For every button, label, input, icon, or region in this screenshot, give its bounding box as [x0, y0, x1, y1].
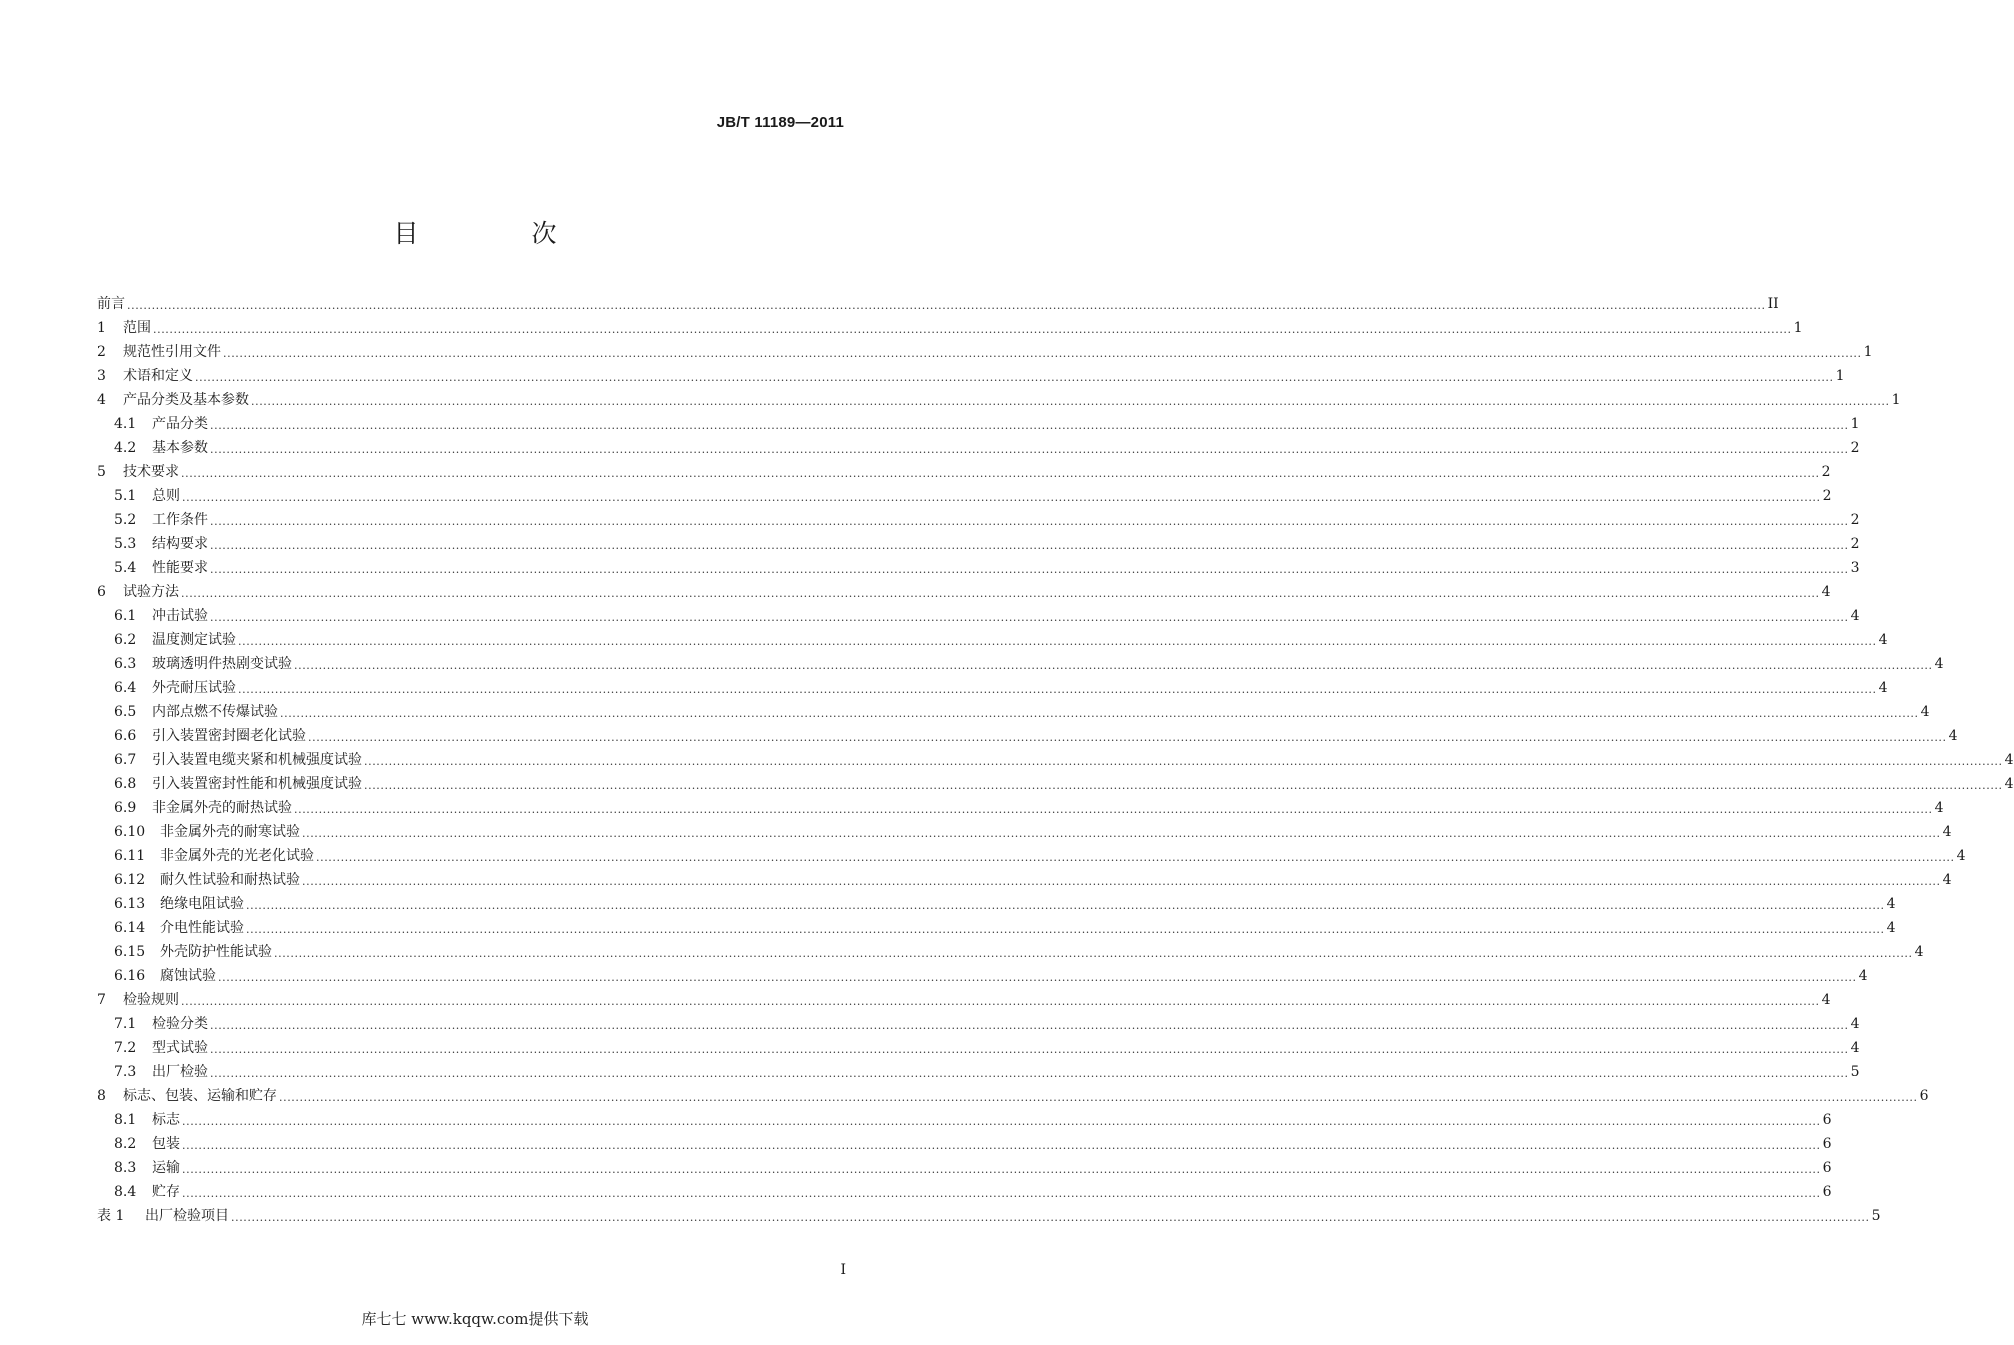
toc-entry[interactable] — [97, 388, 1901, 412]
toc-entry-number: 6.3 — [114, 656, 137, 672]
toc-entry[interactable] — [97, 916, 1896, 940]
toc-entry-label: 技术要求 — [123, 464, 179, 480]
toc-leader-dots: ................................................................................................................................................................................................................................................................................................................................................................................................................ — [316, 851, 1955, 864]
toc-entry[interactable] — [97, 1060, 1860, 1084]
toc-entry[interactable] — [97, 892, 1896, 916]
toc-entry[interactable] — [97, 340, 1873, 364]
toc-entry-number: 6 — [97, 584, 106, 600]
toc-entry-page: 4 — [1942, 872, 1952, 888]
toc-entry-page: 1 — [1835, 368, 1845, 384]
toc-entry-page: 4 — [1850, 1040, 1860, 1056]
toc-leader-dots: ................................................................................................................................................................................................................................................................................................................................................................................................................ — [238, 635, 1877, 648]
toc-entry-label: 内部点燃不传爆试验 — [152, 704, 278, 720]
toc-entry-label: 引入装置密封圈老化试验 — [152, 728, 306, 744]
toc-entry-page: 4 — [1942, 824, 1952, 840]
toc-entry-number: 6.6 — [114, 728, 137, 744]
toc-leader-dots: ................................................................................................................................................................................................................................................................................................................................................................................................................ — [210, 563, 1849, 576]
toc-entry-page: 6 — [1822, 1184, 1832, 1200]
toc-entry[interactable] — [97, 484, 1832, 508]
toc-entry-label: 绝缘电阻试验 — [160, 896, 244, 912]
toc-entry[interactable] — [97, 796, 1944, 820]
toc-entry-number: 8 — [97, 1088, 106, 1104]
toc-entry[interactable] — [97, 700, 1930, 724]
toc-entry[interactable] — [97, 508, 1860, 532]
toc-entry[interactable] — [97, 748, 2014, 772]
toc-leader-dots: ................................................................................................................................................................................................................................................................................................................................................................................................................ — [210, 419, 1849, 432]
toc-entry[interactable] — [97, 1012, 1860, 1036]
toc-leader-dots: ................................................................................................................................................................................................................................................................................................................................................................................................................ — [279, 1091, 1918, 1104]
toc-entry-page: 4 — [1914, 944, 1924, 960]
toc-entry-page: 6 — [1822, 1160, 1832, 1176]
toc-entry-number: 7.2 — [114, 1040, 137, 1056]
page-title: 目 次 — [393, 219, 601, 248]
toc-entry-label: 外壳防护性能试验 — [160, 944, 272, 960]
toc-entry[interactable] — [97, 940, 1924, 964]
toc-entry-label: 外壳耐压试验 — [152, 680, 236, 696]
toc-leader-dots: ................................................................................................................................................................................................................................................................................................................................................................................................................ — [127, 299, 1766, 312]
toc-entry-number: 6.7 — [114, 752, 137, 768]
toc-entry-number: 6.15 — [114, 944, 146, 960]
toc-leader-dots: ................................................................................................................................................................................................................................................................................................................................................................................................................ — [274, 947, 1913, 960]
toc-entry-label: 结构要求 — [152, 536, 208, 552]
toc-entry-page: 4 — [1878, 632, 1888, 648]
toc-entry-label: 耐久性试验和耐热试验 — [160, 872, 300, 888]
toc-entry-page: 6 — [1919, 1088, 1929, 1104]
toc-entry-label: 介电性能试验 — [160, 920, 244, 936]
toc-entry-page: 4 — [2004, 752, 2014, 768]
toc-entry-number: 8.4 — [114, 1184, 137, 1200]
toc-entry[interactable] — [97, 1204, 1881, 1228]
toc-entry[interactable] — [97, 844, 1966, 868]
toc-entry-page: 4 — [1934, 800, 1944, 816]
toc-entry-number: 表 1 — [97, 1208, 125, 1224]
toc-leader-dots: ................................................................................................................................................................................................................................................................................................................................................................................................................ — [210, 1043, 1849, 1056]
toc-entry-label: 产品分类及基本参数 — [123, 392, 249, 408]
toc-entry-label: 产品分类 — [152, 416, 208, 432]
toc-entry[interactable] — [97, 988, 1831, 1012]
toc-entry-label: 检验分类 — [152, 1016, 208, 1032]
toc-leader-dots: ................................................................................................................................................................................................................................................................................................................................................................................................................ — [294, 803, 1933, 816]
toc-entry-page: 2 — [1850, 536, 1860, 552]
toc-leader-dots: ................................................................................................................................................................................................................................................................................................................................................................................................................ — [246, 899, 1885, 912]
toc-entry-label: 非金属外壳的耐热试验 — [152, 800, 292, 816]
toc-entry-label: 基本参数 — [152, 440, 208, 456]
toc-entry-number: 7.1 — [114, 1016, 137, 1032]
toc-entry-number: 6.16 — [114, 968, 146, 984]
toc-leader-dots: ................................................................................................................................................................................................................................................................................................................................................................................................................ — [238, 683, 1877, 696]
toc-leader-dots: ................................................................................................................................................................................................................................................................................................................................................................................................................ — [302, 875, 1941, 888]
toc-leader-dots: ................................................................................................................................................................................................................................................................................................................................................................................................................ — [302, 827, 1941, 840]
toc-entry-page: 2 — [1850, 512, 1860, 528]
toc-entry[interactable] — [97, 364, 1845, 388]
toc-entry-page: 2 — [1822, 488, 1832, 504]
toc-entry-label: 范围 — [123, 320, 151, 336]
toc-entry[interactable] — [97, 460, 1831, 484]
toc-entry-label: 性能要求 — [152, 560, 208, 576]
toc-entry-label: 出厂检验项目 — [145, 1208, 229, 1224]
toc-entry-label: 检验规则 — [123, 992, 179, 1008]
toc-entry-label: 引入装置电缆夹紧和机械强度试验 — [152, 752, 362, 768]
toc-leader-dots: ................................................................................................................................................................................................................................................................................................................................................................................................................ — [181, 587, 1820, 600]
toc-entry-label: 包装 — [152, 1136, 180, 1152]
toc-entry[interactable] — [97, 532, 1860, 556]
toc-leader-dots: ................................................................................................................................................................................................................................................................................................................................................................................................................ — [182, 1115, 1821, 1128]
page-number: I — [840, 1262, 846, 1278]
toc-entry-number: 6.9 — [114, 800, 137, 816]
toc-entry[interactable] — [97, 1036, 1860, 1060]
toc-entry-number: 3 — [97, 368, 106, 384]
toc-entry-page: 4 — [2004, 776, 2014, 792]
toc-entry-number: 6.2 — [114, 632, 137, 648]
toc-entry-number: 5.1 — [114, 488, 137, 504]
toc-entry-number: 4.1 — [114, 416, 137, 432]
toc-entry[interactable] — [97, 820, 1952, 844]
toc-entry[interactable] — [97, 772, 2014, 796]
toc-entry-number: 5 — [97, 464, 106, 480]
toc-entry-page: 1 — [1863, 344, 1873, 360]
toc-entry-page: 2 — [1821, 464, 1831, 480]
toc-entry-number: 6.14 — [114, 920, 146, 936]
toc-entry-page: 1 — [1850, 416, 1860, 432]
toc-entry-page: 5 — [1871, 1208, 1881, 1224]
toc-entry[interactable] — [97, 316, 1803, 340]
toc-leader-dots: ................................................................................................................................................................................................................................................................................................................................................................................................................ — [294, 659, 1933, 672]
toc-entry-label: 型式试验 — [152, 1040, 208, 1056]
toc-entry-number: 5.4 — [114, 560, 137, 576]
toc-entry-label: 引入装置密封性能和机械强度试验 — [152, 776, 362, 792]
toc-entry-number: 5.2 — [114, 512, 137, 528]
toc-entry-label: 工作条件 — [152, 512, 208, 528]
toc-leader-dots: ................................................................................................................................................................................................................................................................................................................................................................................................................ — [210, 515, 1849, 528]
toc-leader-dots: ................................................................................................................................................................................................................................................................................................................................................................................................................ — [181, 995, 1820, 1008]
toc-leader-dots: ................................................................................................................................................................................................................................................................................................................................................................................................................ — [181, 467, 1820, 480]
toc-entry-page: 1 — [1891, 392, 1901, 408]
toc-leader-dots: ................................................................................................................................................................................................................................................................................................................................................................................................................ — [251, 395, 1890, 408]
toc-leader-dots: ................................................................................................................................................................................................................................................................................................................................................................................................................ — [195, 371, 1834, 384]
toc-entry-page: 6 — [1822, 1112, 1832, 1128]
toc-entry-number: 6.1 — [114, 608, 137, 624]
toc-entry-number: 6.4 — [114, 680, 137, 696]
toc-entry[interactable] — [97, 964, 1868, 988]
toc-entry-label: 试验方法 — [123, 584, 179, 600]
toc-entry-page: 2 — [1850, 440, 1860, 456]
toc-leader-dots: ................................................................................................................................................................................................................................................................................................................................................................................................................ — [182, 1139, 1821, 1152]
toc-entry-page: 4 — [1821, 992, 1831, 1008]
toc-leader-dots: ................................................................................................................................................................................................................................................................................................................................................................................................................ — [280, 707, 1919, 720]
toc-entry-number: 6.8 — [114, 776, 137, 792]
toc-entry-label: 冲击试验 — [152, 608, 208, 624]
toc-entry-number: 2 — [97, 344, 106, 360]
toc-entry-number: 5.3 — [114, 536, 137, 552]
toc-leader-dots: ................................................................................................................................................................................................................................................................................................................................................................................................................ — [364, 779, 2003, 792]
toc-entry[interactable] — [97, 676, 1888, 700]
toc-entry-label: 标志 — [152, 1112, 180, 1128]
toc-leader-dots: ................................................................................................................................................................................................................................................................................................................................................................................................................ — [210, 539, 1849, 552]
toc-entry[interactable] — [97, 1156, 1832, 1180]
toc-entry-label: 标志、包装、运输和贮存 — [123, 1088, 277, 1104]
toc-entry-number: 6.11 — [114, 848, 146, 864]
toc-entry-page: 4 — [1956, 848, 1966, 864]
toc-entry-label: 出厂检验 — [152, 1064, 208, 1080]
toc-entry-page: 4 — [1878, 680, 1888, 696]
toc-leader-dots: ................................................................................................................................................................................................................................................................................................................................................................................................................ — [182, 491, 1821, 504]
toc-leader-dots: ................................................................................................................................................................................................................................................................................................................................................................................................................ — [210, 611, 1849, 624]
toc-entry-page: 4 — [1850, 1016, 1860, 1032]
toc-entry[interactable] — [97, 628, 1888, 652]
toc-entry[interactable] — [97, 1108, 1832, 1132]
toc-entry-label: 规范性引用文件 — [123, 344, 221, 360]
toc-entry-page: 4 — [1886, 896, 1896, 912]
toc-leader-dots: ................................................................................................................................................................................................................................................................................................................................................................................................................ — [218, 971, 1857, 984]
toc-entry[interactable] — [97, 1132, 1832, 1156]
toc-entry-page: 6 — [1822, 1136, 1832, 1152]
toc-entry-number: 8.1 — [114, 1112, 137, 1128]
toc-entry[interactable] — [97, 652, 1944, 676]
download-watermark: 库七七 www.kqqw.com提供下载 — [361, 1310, 589, 1328]
toc-entry-number: 1 — [97, 320, 106, 336]
toc-entry-page: 4 — [1948, 728, 1958, 744]
toc-entry-page: 4 — [1920, 704, 1930, 720]
toc-entry-number: 8.3 — [114, 1160, 137, 1176]
toc-entry[interactable] — [97, 604, 1860, 628]
toc-entry-label: 玻璃透明件热剧变试验 — [152, 656, 292, 672]
toc-entry-page: 4 — [1858, 968, 1868, 984]
toc-entry-number: 4 — [97, 392, 106, 408]
toc-entry-number: 6.10 — [114, 824, 146, 840]
toc-leader-dots: ................................................................................................................................................................................................................................................................................................................................................................................................................ — [210, 1019, 1849, 1032]
toc-leader-dots: ................................................................................................................................................................................................................................................................................................................................................................................................................ — [210, 443, 1849, 456]
toc-entry-page: II — [1767, 296, 1779, 312]
toc-entry-label: 非金属外壳的光老化试验 — [160, 848, 314, 864]
toc-entry[interactable] — [97, 868, 1952, 892]
toc-entry-label: 运输 — [152, 1160, 180, 1176]
toc-entry-page: 4 — [1886, 920, 1896, 936]
toc-entry-page: 1 — [1793, 320, 1803, 336]
toc-leader-dots: ................................................................................................................................................................................................................................................................................................................................................................................................................ — [182, 1187, 1821, 1200]
toc-entry-label: 温度测定试验 — [152, 632, 236, 648]
toc-entry-page: 5 — [1850, 1064, 1860, 1080]
toc-leader-dots: ................................................................................................................................................................................................................................................................................................................................................................................................................ — [364, 755, 2003, 768]
toc-entry-label: 前言 — [97, 296, 125, 312]
toc-leader-dots: ................................................................................................................................................................................................................................................................................................................................................................................................................ — [246, 923, 1885, 936]
toc-entry[interactable] — [97, 292, 1779, 316]
toc-entry[interactable] — [97, 580, 1831, 604]
toc-entry-label: 总则 — [152, 488, 180, 504]
toc-entry-label: 腐蚀试验 — [160, 968, 216, 984]
toc-entry-label: 非金属外壳的耐寒试验 — [160, 824, 300, 840]
toc-leader-dots: ................................................................................................................................................................................................................................................................................................................................................................................................................ — [210, 1067, 1849, 1080]
toc-entry-page: 4 — [1934, 656, 1944, 672]
toc-leader-dots: ................................................................................................................................................................................................................................................................................................................................................................................................................ — [153, 323, 1792, 336]
toc-entry-page: 4 — [1821, 584, 1831, 600]
toc-entry[interactable] — [97, 1180, 1832, 1204]
toc-entry-page: 3 — [1850, 560, 1860, 576]
toc-entry-label: 贮存 — [152, 1184, 180, 1200]
toc-leader-dots: ................................................................................................................................................................................................................................................................................................................................................................................................................ — [231, 1211, 1870, 1224]
toc-entry-number: 8.2 — [114, 1136, 137, 1152]
toc-entry[interactable] — [97, 556, 1860, 580]
toc-entry[interactable] — [97, 1084, 1929, 1108]
toc-leader-dots: ................................................................................................................................................................................................................................................................................................................................................................................................................ — [223, 347, 1862, 360]
toc-entry-number: 6.5 — [114, 704, 137, 720]
toc-entry-number: 6.13 — [114, 896, 146, 912]
toc-entry[interactable] — [97, 436, 1860, 460]
toc-leader-dots: ................................................................................................................................................................................................................................................................................................................................................................................................................ — [182, 1163, 1821, 1176]
toc-entry-label: 术语和定义 — [123, 368, 193, 384]
toc-entry-number: 7 — [97, 992, 106, 1008]
standard-code: JB/T 11189—2011 — [716, 114, 844, 131]
toc-entry-number: 7.3 — [114, 1064, 137, 1080]
table-of-contents — [97, 292, 2014, 1228]
toc-entry-number: 4.2 — [114, 440, 137, 456]
toc-leader-dots: ................................................................................................................................................................................................................................................................................................................................................................................................................ — [308, 731, 1947, 744]
toc-entry-number: 6.12 — [114, 872, 146, 888]
toc-entry[interactable] — [97, 412, 1860, 436]
toc-entry[interactable] — [97, 724, 1958, 748]
toc-entry-page: 4 — [1850, 608, 1860, 624]
